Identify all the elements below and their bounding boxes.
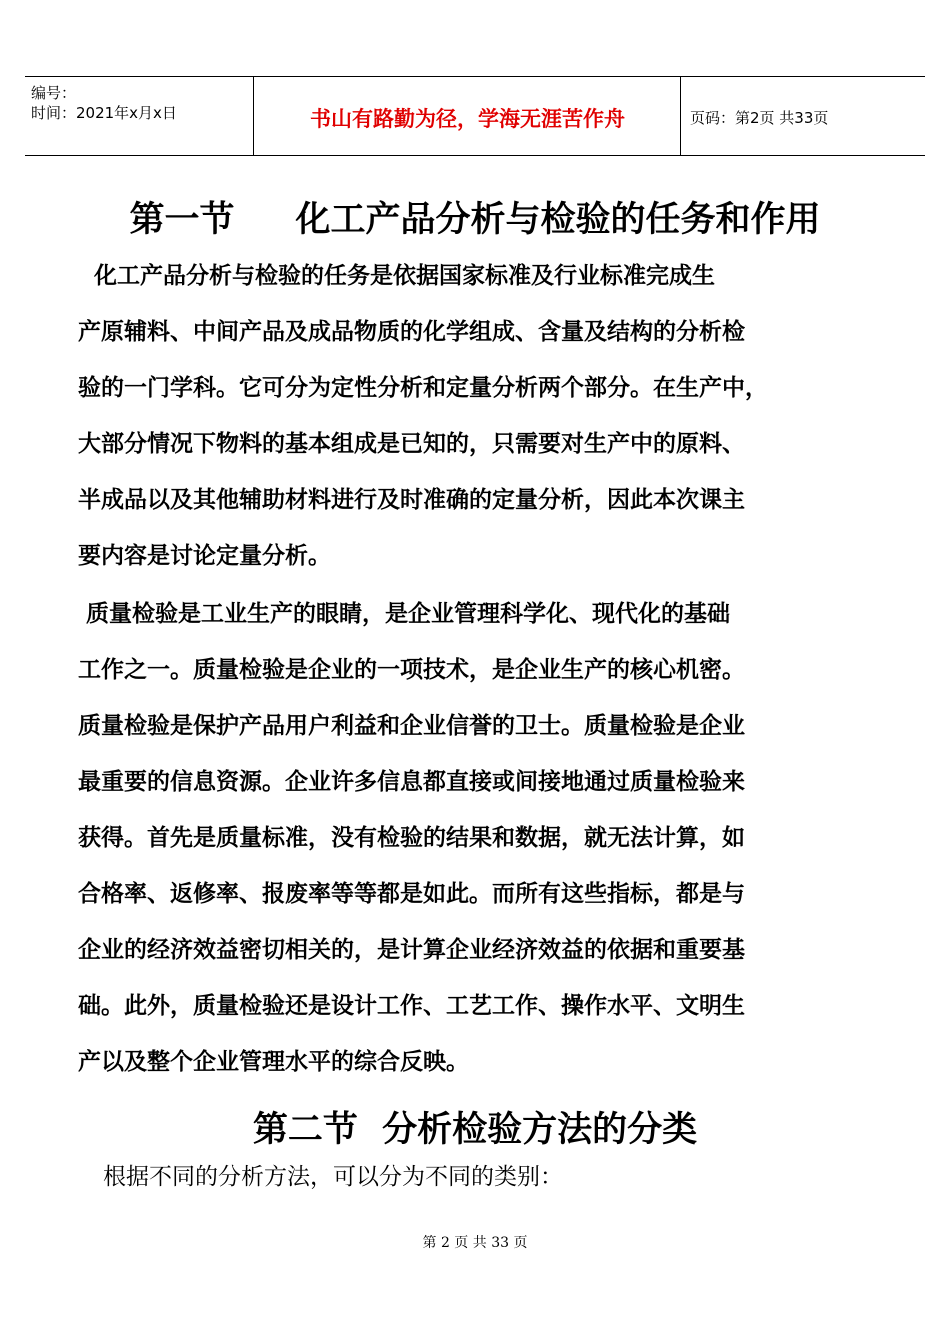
page-footer: 第 2 页 共 33 页 (422, 1235, 528, 1251)
paragraph-line: 半成品以及其他辅助材料进行及时准确的定量分析，因此本次课主 (78, 487, 745, 513)
paragraph-line: 最重要的信息资源。企业许多信息都直接或间接地通过质量检验来 (78, 769, 745, 795)
page-header (25, 76, 925, 156)
section2-title: 第二节 分析检验方法的分类 (252, 1109, 698, 1150)
header-time-label: 时间：2021年x月x日 (31, 104, 177, 122)
paragraph-line: 获得。首先是质量标准，没有检验的结果和数据，就无法计算，如 (78, 825, 745, 851)
paragraph-line: 化工产品分析与检验的任务是依据国家标准及行业标准完成生 (78, 263, 716, 289)
paragraph-line: 产以及整个企业管理水平的综合反映。 (78, 1049, 469, 1075)
paragraph-line: 要内容是讨论定量分析。 (78, 543, 331, 569)
header-page-info: 页码：第2页 共33页 (690, 109, 829, 127)
header-motto: 书山有路勤为径，学海无涯苦作舟 (310, 106, 625, 131)
header-divider-left (253, 77, 254, 155)
paragraph-line: 工作之一。质量检验是企业的一项技术，是企业生产的核心机密。 (78, 657, 745, 683)
paragraph-line: 质量检验是保护产品用户利益和企业信誉的卫士。质量检验是企业 (78, 713, 745, 739)
paragraph-line: 合格率、返修率、报废率等等都是如此。而所有这些指标，都是与 (78, 881, 745, 907)
header-meta (31, 83, 177, 123)
header-number-label: 编号： (31, 84, 77, 102)
paragraph-line: 质量检验是工业生产的眼睛，是企业管理科学化、现代化的基础 (78, 601, 731, 627)
header-divider-right (680, 77, 681, 155)
section1-paragraph2 (78, 586, 878, 1090)
section2-intro: 根据不同的分析方法，可以分为不同的类别： (103, 1164, 563, 1190)
paragraph-line: 产原辅料、中间产品及成品物质的化学组成、含量及结构的分析检 (78, 319, 745, 345)
paragraph-line: 大部分情况下物料的基本组成是已知的，只需要对生产中的原料、 (78, 431, 745, 457)
paragraph-line: 企业的经济效益密切相关的，是计算企业经济效益的依据和重要基 (78, 937, 745, 963)
paragraph-line: 验的一门学科。它可分为定性分析和定量分析两个部分。在生产中， (78, 375, 768, 401)
section1-title: 第一节 化工产品分析与检验的任务和作用 (129, 199, 821, 240)
paragraph-line: 础。此外，质量检验还是设计工作、工艺工作、操作水平、文明生 (78, 993, 745, 1019)
section1-paragraph1 (78, 248, 878, 584)
